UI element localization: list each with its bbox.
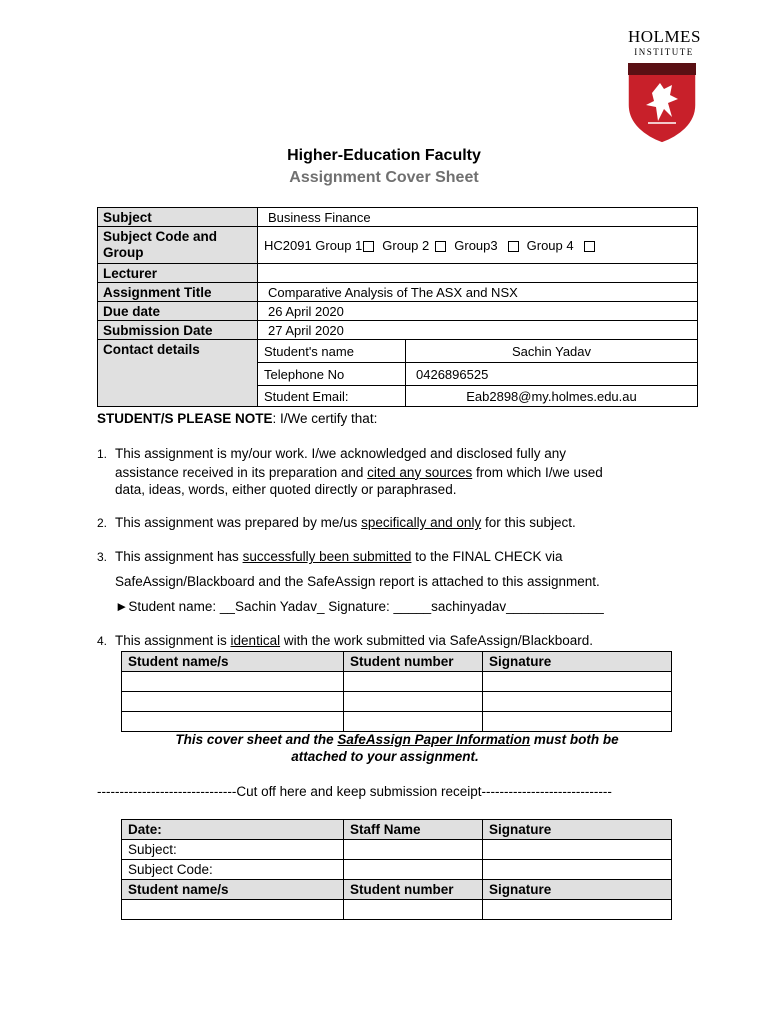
receipt-date-label: Date: <box>122 820 344 840</box>
holmes-shield-logo <box>626 61 698 145</box>
certification-item-1 <box>97 445 697 499</box>
item-2-number: 2. <box>97 516 108 530</box>
item-4-number: 4. <box>97 634 108 648</box>
cover-underlined: SafeAssign Paper Information <box>337 732 531 747</box>
item-3-number: 3. <box>97 550 108 564</box>
item-1-line-3: data, ideas, words, either quoted directly or paraphrased. <box>115 482 457 497</box>
cover-text-b: must both be <box>530 732 619 747</box>
submission-date-label: Submission Date <box>98 321 258 340</box>
subject-value: Business Finance <box>258 208 698 227</box>
item-1-underlined: cited any sources <box>367 464 473 480</box>
student-name-value: Sachin Yadav <box>406 340 698 363</box>
item-2-text-a: This assignment was prepared by me/us <box>115 515 362 530</box>
group2-checkbox[interactable] <box>435 241 446 252</box>
note-heading: STUDENT/S PLEASE NOTE <box>97 411 273 426</box>
table-row <box>122 900 672 920</box>
page-subtitle: Assignment Cover Sheet <box>289 169 479 186</box>
student-note <box>97 411 377 426</box>
logo-institute: INSTITUTE <box>634 47 694 57</box>
item-4-text-a: This assignment is <box>115 633 231 648</box>
receipt-cell[interactable] <box>344 860 483 880</box>
cover-text-c: attached to your assignment. <box>291 749 479 764</box>
email-value: Eab2898@my.holmes.edu.au <box>406 386 698 407</box>
assignment-info-table <box>97 207 698 407</box>
receipt-cell[interactable] <box>483 860 672 880</box>
item-1-line-2b: from which I/we used <box>472 464 603 480</box>
sig-cell-number[interactable] <box>344 692 483 712</box>
receipt-names-label: Student name/s <box>122 880 344 900</box>
table-row <box>122 692 672 712</box>
receipt-cell[interactable] <box>122 900 344 920</box>
item-3-line-2: SafeAssign/Blackboard and the SafeAssign report is attached to this assignment. <box>115 574 600 589</box>
assignment-title-value: Comparative Analysis of The ASX and NSX <box>258 283 698 302</box>
note-text: : I/We certify that: <box>272 411 378 426</box>
table-row <box>122 712 672 732</box>
sig-cell-signature[interactable] <box>483 712 672 732</box>
item-3-text-a: This assignment has <box>115 549 243 564</box>
table-row <box>122 840 672 860</box>
receipt-code-label: Subject Code: <box>122 860 344 880</box>
sig-cell-number[interactable] <box>344 672 483 692</box>
receipt-cell[interactable] <box>344 840 483 860</box>
telephone-label: Telephone No <box>258 363 406 386</box>
group1-checkbox[interactable] <box>363 241 374 252</box>
receipt-number-label: Student number <box>344 880 483 900</box>
item-3-underlined: successfully been submitted <box>242 549 412 564</box>
submission-receipt-table <box>121 819 672 920</box>
page-title: Higher-Education Faculty <box>287 147 481 164</box>
assignment-title-label: Assignment Title <box>98 283 258 302</box>
due-date-label: Due date <box>98 302 258 321</box>
item-1-line-2a: assistance received in its preparation and <box>115 464 368 480</box>
sig-cell-number[interactable] <box>344 712 483 732</box>
receipt-staff-label: Staff Name <box>344 820 483 840</box>
lecturer-label: Lecturer <box>98 264 258 283</box>
group3-checkbox[interactable] <box>508 241 519 252</box>
sig-header-number: Student number <box>344 652 483 672</box>
group4-label: Group 4 <box>526 237 574 253</box>
item-3-text-b: to the FINAL CHECK via <box>411 549 563 564</box>
telephone-value: 0426896525 <box>406 363 698 386</box>
student-signature-line: ►Student name: __Sachin Yadav_ Signature: _____sachinyadav_____________ <box>115 599 604 614</box>
lecturer-value <box>258 264 698 283</box>
item-4-underlined: identical <box>230 633 281 648</box>
logo-name: HOLMES <box>628 27 701 46</box>
item-4-text-b: with the work submitted via SafeAssign/Blackboard. <box>280 633 593 648</box>
certification-item-4 <box>97 632 697 651</box>
contact-details-label: Contact details <box>98 340 258 407</box>
student-name-label: Student's name <box>258 340 406 363</box>
submission-date-value: 27 April 2020 <box>258 321 698 340</box>
item-2-text-b: for this subject. <box>481 515 576 530</box>
group1-label: HC2091 Group 1 <box>264 237 363 253</box>
subject-code-value <box>258 227 698 264</box>
sig-cell-name[interactable] <box>122 672 344 692</box>
receipt-cell[interactable] <box>344 900 483 920</box>
receipt-cell[interactable] <box>483 840 672 860</box>
cut-off-line: -------------------------------Cut off here and keep submission receipt----------------------------- <box>97 784 612 799</box>
sig-header-signature: Signature <box>483 652 672 672</box>
item-1-number: 1. <box>97 447 108 461</box>
subject-code-label: Subject Code and Group <box>98 227 258 264</box>
cover-sheet-notice <box>97 731 697 765</box>
group4-checkbox[interactable] <box>584 241 595 252</box>
email-label: Student Email: <box>258 386 406 407</box>
item-2-underlined: specifically and only <box>361 515 482 530</box>
sig-cell-name[interactable] <box>122 712 344 732</box>
sig-cell-name[interactable] <box>122 692 344 712</box>
receipt-signature-label: Signature <box>483 820 672 840</box>
student-signature-table <box>121 651 672 732</box>
table-row <box>122 860 672 880</box>
cover-text-a: This cover sheet and the <box>175 732 338 747</box>
table-row <box>122 672 672 692</box>
certification-item-3 <box>97 548 697 567</box>
sig-cell-signature[interactable] <box>483 672 672 692</box>
group2-label: Group 2 <box>382 237 430 253</box>
sig-header-name: Student name/s <box>122 652 344 672</box>
item-1-line-1: This assignment is my/our work. I/we acknowledged and disclosed fully any <box>115 446 566 461</box>
sig-cell-signature[interactable] <box>483 692 672 712</box>
due-date-value: 26 April 2020 <box>258 302 698 321</box>
receipt-cell[interactable] <box>483 900 672 920</box>
certification-item-2 <box>97 514 697 533</box>
group3-label: Group3 <box>454 237 498 253</box>
subject-label: Subject <box>98 208 258 227</box>
receipt-signature2-label: Signature <box>483 880 672 900</box>
receipt-subject-label: Subject: <box>122 840 344 860</box>
